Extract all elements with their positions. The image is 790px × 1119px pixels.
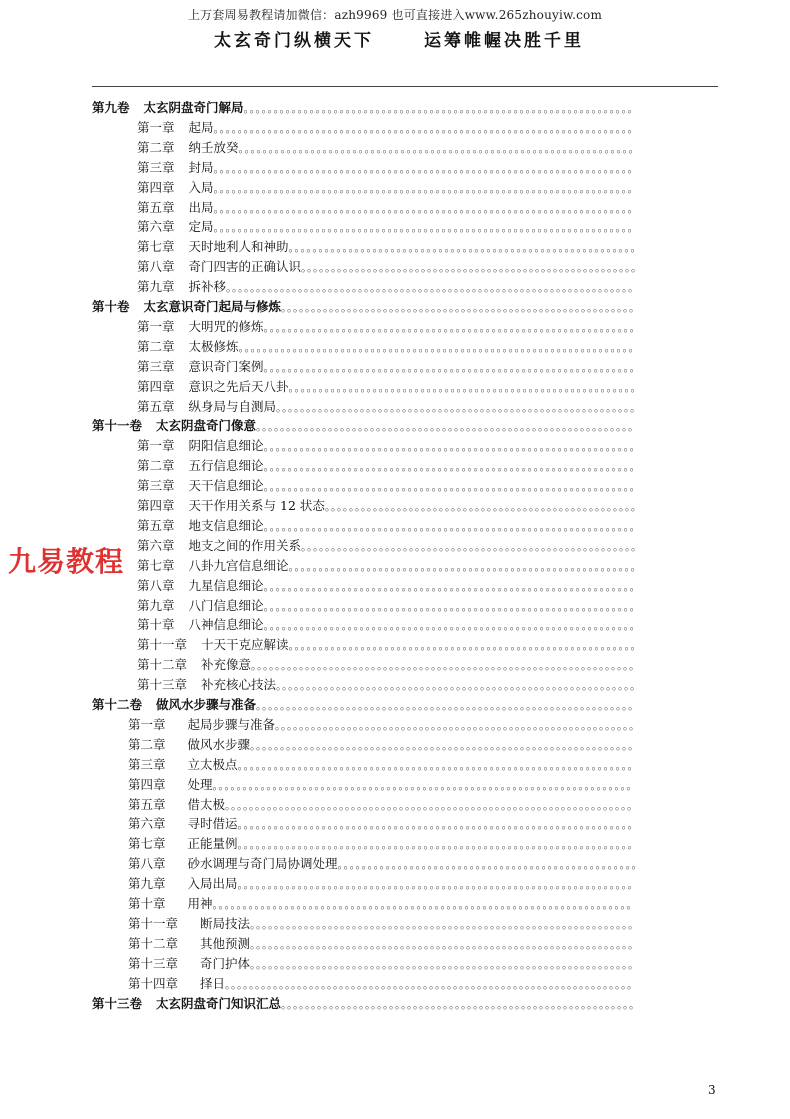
toc-title: 寻时借运 xyxy=(187,816,238,832)
toc-number: 第八章 xyxy=(137,577,175,593)
dot-leader: 。。。。。。。。。。。。。。。。。。。。。。。。。。。。。。。。。。。。。。。。。。。。。。。。。。。。。。。。。。。。。。 xyxy=(263,460,642,474)
toc-chapter xyxy=(137,118,639,138)
toc-title: 阴阳信息细论 xyxy=(188,438,264,454)
toc-volume xyxy=(92,416,640,436)
dot-leader: 。。。。。。。。。。。。。。。。。。。。。。。。。。。。。。。。。。。。。。。。。。。。。。。。。。。。。。。。。。。。。。。。。。。。 xyxy=(225,977,639,991)
dot-leader: 。。。。。。。。。。。。。。。。。。。。。。。。。。。。。。。。。。。。。。。。。。。。。。。。。。。。。。。。。。。。。。。。。 xyxy=(243,102,640,115)
toc-title: 处理 xyxy=(187,776,213,792)
toc-title: 正能量例 xyxy=(187,836,238,852)
toc-chapter xyxy=(137,337,640,357)
dot-leader: 。。。。。。。。。。。。。。。。。。。。。。。。。。。。。。。。。。。。。。。。。。。。。。。。。。。。。。。。。。。。。。 xyxy=(263,619,642,633)
toc-title: 八卦九宫信息细论 xyxy=(188,557,289,573)
dot-leader: 。。。。。。。。。。。。。。。。。。。。。。。。。。。。。。。。。。。。。。。。。。。。。。。。。。。。。。。。。。。。。。。。。。 xyxy=(237,758,640,772)
toc-number: 第九章 xyxy=(137,597,175,613)
dot-leader: 。。。。。。。。。。。。。。。。。。。。。。。。。。。。。。。。。。。。。。。。。。。。。。。。。。。。。。。。。。。。。。 xyxy=(263,599,642,613)
toc-chapter xyxy=(137,596,641,616)
motto-left: 太玄奇门纵横天下 xyxy=(214,31,374,51)
dot-leader: 。。。。。。。。。。。。。。。。。。。。。。。。。。。。。。。。。。。。。。。。。。。。。。。。。。。。。。。。。。。。。。。。 xyxy=(251,659,641,673)
toc-title: 太玄阴盘奇门像意 xyxy=(156,418,257,434)
toc-chapter xyxy=(128,795,639,815)
toc-number: 第四章 xyxy=(137,498,175,513)
toc-number: 第一章 xyxy=(137,438,175,454)
toc-chapter xyxy=(128,894,638,914)
toc-chapter xyxy=(137,516,641,536)
toc-number: 第一章 xyxy=(128,716,166,732)
dot-leader: 。。。。。。。。。。。。。。。。。。。。。。。。。。。。。。。。。。。。。。。。。。。。。。。。。。。。。。。。。。 xyxy=(288,241,643,255)
toc-number: 第二章 xyxy=(137,139,175,155)
toc-title: 起局 xyxy=(188,119,214,135)
toc-chapter xyxy=(137,536,643,556)
toc-chapter xyxy=(128,914,640,934)
toc-number: 第八章 xyxy=(128,856,166,872)
toc-chapter xyxy=(128,974,639,994)
dot-leader: 。。。。。。。。。。。。。。。。。。。。。。。。。。。。。。。。。。。。。。。。。。。。。。。。。。。。。。。。。。。。。。。 xyxy=(256,420,640,434)
toc-title: 地支信息细论 xyxy=(188,517,264,533)
toc-title: 地支之间的作用关系 xyxy=(188,537,302,553)
toc-number: 第十三卷 xyxy=(92,995,143,1011)
toc-title: 大明咒的修炼 xyxy=(188,318,264,334)
toc-title: 八神信息细论 xyxy=(188,617,264,633)
toc-number: 第七章 xyxy=(128,836,166,852)
toc-title: 八门信息细论 xyxy=(188,597,264,613)
toc-chapter xyxy=(137,556,642,576)
toc-number: 第十二卷 xyxy=(92,697,143,712)
toc-number: 第五章 xyxy=(137,398,175,414)
dot-leader: 。。。。。。。。。。。。。。。。。。。。。。。。。。。。。。。。。。。。。。。。。。。。。。。。。。。。。。。。。。。。。。。。。。。。。。 xyxy=(212,778,639,792)
dot-leader: 。。。。。。。。。。。。。。。。。。。。。。。。。。。。。。。。。。。。。。。。。。。。。。。。。。。。。。。。。。。。。。。。。。。。。。 xyxy=(213,121,640,135)
toc-chapter xyxy=(128,854,643,874)
toc-title: 借太极 xyxy=(187,796,226,812)
toc-title: 做风水步骤 xyxy=(187,736,251,752)
toc-chapter xyxy=(128,834,639,854)
header-note: 上万套周易教程请加微信：azh9969 也可直接进入www.265zhouyiw.com xyxy=(187,8,603,22)
toc-number: 第十章 xyxy=(137,617,175,633)
dot-leader: 。。。。。。。。。。。。。。。。。。。。。。。。。。。。。。。。。。。。。。。。。。。。。。。。。。。。。。。。。。。。。。。。。。 xyxy=(237,838,640,852)
toc-number: 第二章 xyxy=(128,736,166,752)
toc-chapter xyxy=(128,715,641,735)
toc-title: 出局 xyxy=(188,199,214,215)
toc-number: 第十二章 xyxy=(137,657,188,673)
toc-chapter xyxy=(137,476,641,496)
toc-chapter xyxy=(128,814,639,834)
toc-title: 入局 xyxy=(188,179,214,195)
toc-number: 第十一章 xyxy=(137,637,188,653)
toc-number: 第十一卷 xyxy=(92,418,143,434)
toc-number: 第四章 xyxy=(128,776,166,792)
dot-leader: 。。。。。。。。。。。。。。。。。。。。。。。。。。。。。。。。。。。。。。。。。。。。。。。。。。。。。。。。。。。。。。。。 xyxy=(250,738,640,752)
toc-title: 起局步骤与准备 xyxy=(187,716,276,732)
toc-chapter xyxy=(137,317,641,337)
toc-number: 第四章 xyxy=(137,179,175,195)
dot-leader: 。。。。。。。。。。。。。。。。。。。。。。。。。。。。。。。。。。。。。。。。。。。。。。。。。。。。。。。。。。。。。。。。。。。。。。 xyxy=(213,181,640,195)
toc-number: 第六章 xyxy=(137,219,175,235)
dot-leader: 。。。。。。。。。。。。。。。。。。。。。。。。。。。。。。。。。。。。。。。。。。。。。。。。。。。。。。。。。。。 xyxy=(281,997,641,1011)
dot-leader: 。。。。。。。。。。。。。。。。。。。。。。。。。。。。。。。。。。。。。。。。。。。。。。。。。。。。。。。。。。。。。。。。。。。。。。 xyxy=(213,201,640,215)
toc-chapter xyxy=(137,277,640,297)
toc-chapter xyxy=(137,377,642,397)
toc-chapter xyxy=(137,357,641,377)
toc-number: 第十三章 xyxy=(137,677,188,693)
toc-title: 意识奇门案例 xyxy=(188,358,264,374)
toc-volume xyxy=(92,994,641,1014)
toc-chapter xyxy=(137,675,642,695)
toc-chapter xyxy=(128,775,638,795)
toc-number: 第九章 xyxy=(137,279,175,295)
toc-number: 第七章 xyxy=(137,557,175,573)
dot-leader: 。。。。。。。。。。。。。。。。。。。。。。。。。。。。。。。。。。。。。。。。。。。。。。。。。。。。。。。。。。。。。。。。。。。。 xyxy=(226,281,640,295)
header-rule xyxy=(92,86,718,87)
toc-chapter xyxy=(137,615,641,635)
toc-title: 拆补移 xyxy=(188,279,227,295)
dot-leader: 。。。。。。。。。。。。。。。。。。。。。。。。。。。。。。。。。。。。。。。。。。。。。。。。。。。。。。。。。。。。 xyxy=(275,718,641,732)
toc-title: 纳壬放癸 xyxy=(188,139,239,155)
toc-number: 第十章 xyxy=(128,896,166,911)
dot-leader: 。。。。。。。。。。。。。。。。。。。。。。。。。。。。。。。。。。。。。。。。。。。。。。。。。。。。。。。。。。。。。。。。。。。。。。 xyxy=(213,221,640,235)
toc-title: 做风水步骤与准备 xyxy=(156,697,257,712)
toc-chapter xyxy=(128,735,640,755)
watermark: 九易教程 xyxy=(8,545,125,578)
toc-number: 第九卷 xyxy=(92,100,130,115)
page-number: 3 xyxy=(708,1083,716,1097)
toc-title: 纵身局与自测局 xyxy=(188,398,277,414)
dot-leader: 。。。。。。。。。。。。。。。。。。。。。。。。。。。。。。。。。。。。。。。。。。。。。。。。。。 xyxy=(337,858,644,872)
toc-chapter xyxy=(137,217,639,237)
toc-title: 天时地利人和神助 xyxy=(188,239,289,255)
toc-number: 第十卷 xyxy=(92,299,130,314)
toc-title: 立太极点 xyxy=(187,756,238,772)
toc-number: 第二章 xyxy=(137,458,175,474)
toc-chapter xyxy=(137,397,642,417)
toc-title: 补充核心技法 xyxy=(201,677,277,693)
toc-chapter xyxy=(128,954,640,974)
dot-leader: 。。。。。。。。。。。。。。。。。。。。。。。。。。。。。。。。。。。。。。。。。。。。。。。。。。。。。。。。。。。。。。。。。。。。。。 xyxy=(213,161,640,175)
toc-title: 断局技法 xyxy=(200,915,251,931)
dot-leader: 。。。。。。。。。。。。。。。。。。。。。。。。。。。。。。。。。。。。。。。。。。。。。。。。。。。。。。。。 xyxy=(301,539,643,553)
dot-leader: 。。。。。。。。。。。。。。。。。。。。。。。。。。。。。。。。。。。。。。。。。。。。。。。。。。。。。。。。。。。。。。。。。。。。。。 xyxy=(212,898,639,911)
toc-chapter xyxy=(137,635,642,655)
toc-chapter xyxy=(137,138,640,158)
toc-title: 入局出局 xyxy=(187,876,238,892)
toc-chapter xyxy=(137,257,643,277)
toc-title: 天干信息细论 xyxy=(188,478,264,494)
dot-leader: 。。。。。。。。。。。。。。。。。。。。。。。。。。。。。。。。。。。。。。。。。。。。。。。。。。。。。。。。。。。。。。。。。。 xyxy=(237,878,640,892)
dot-leader: 。。。。。。。。。。。。。。。。。。。。。。。。。。。。。。。。。。。。。。。。。。。。。。。。。。。。 xyxy=(324,500,643,513)
toc-chapter xyxy=(137,576,641,596)
toc-title: 其他预测 xyxy=(200,935,251,951)
toc-number: 第一章 xyxy=(137,318,175,334)
toc-number: 第五章 xyxy=(128,796,166,812)
toc-title: 奇门护体 xyxy=(200,955,251,971)
toc-volume xyxy=(92,297,641,317)
motto-right: 运筹帷幄决胜千里 xyxy=(424,31,584,51)
toc-chapter xyxy=(137,456,641,476)
toc-title: 天干作用关系与 12 状态 xyxy=(188,498,325,513)
toc-chapter xyxy=(128,755,639,775)
toc-title: 太极修炼 xyxy=(188,338,239,354)
dot-leader: 。。。。。。。。。。。。。。。。。。。。。。。。。。。。。。。。。。。。。。。。。。。。。。。。。。。。。。。。。。。。。。 xyxy=(263,320,642,334)
toc-number: 第九章 xyxy=(128,876,166,892)
toc-number: 第三章 xyxy=(128,756,166,772)
toc-title: 用神 xyxy=(187,896,213,911)
dot-leader: 。。。。。。。。。。。。。。。。。。。。。。。。。。。。。。。。。。。。。。。。。。。。。。。。。。。。。。。。。。。。。。 xyxy=(263,360,642,374)
toc-title: 补充像意 xyxy=(201,657,252,673)
toc-chapter xyxy=(137,436,641,456)
toc-number: 第三章 xyxy=(137,358,175,374)
toc-number: 第七章 xyxy=(137,239,175,255)
toc-volume xyxy=(92,695,640,715)
dot-leader: 。。。。。。。。。。。。。。。。。。。。。。。。。。。。。。。。。。。。。。。。。。。。。。。。。。。。。。。。。。。。 xyxy=(276,679,642,693)
dot-leader: 。。。。。。。。。。。。。。。。。。。。。。。。。。。。。。。。。。。。。。。。。。。。。。。。。。。。。。。。。。。。。。。。 xyxy=(250,957,640,971)
toc-title: 奇门四害的正确认识 xyxy=(188,259,302,275)
toc-title: 择日 xyxy=(200,975,226,991)
toc-title: 九星信息细论 xyxy=(188,577,264,593)
dot-leader: 。。。。。。。。。。。。。。。。。。。。。。。。。。。。。。。。。。。。。。。。。。。。。。。。。。。。。。。。。。 xyxy=(288,559,643,573)
toc-title: 封局 xyxy=(188,159,214,175)
toc-chapter xyxy=(137,158,639,178)
toc-number: 第三章 xyxy=(137,478,175,494)
toc-title: 太玄阴盘奇门知识汇总 xyxy=(156,995,282,1011)
dot-leader: 。。。。。。。。。。。。。。。。。。。。。。。。。。。。。。。。。。。。。。。。。。。。。。。。。。。。。。。。。。 xyxy=(288,639,643,653)
toc-title: 五行信息细论 xyxy=(188,458,264,474)
toc-number: 第八章 xyxy=(137,259,175,275)
toc-number: 第十三章 xyxy=(128,955,179,971)
toc-number: 第五章 xyxy=(137,199,175,215)
toc-title: 意识之先后天八卦 xyxy=(188,378,289,394)
dot-leader: 。。。。。。。。。。。。。。。。。。。。。。。。。。。。。。。。。。。。。。。。。。。。。。。。。。。。。。。。。。。。。。。。。。 xyxy=(238,141,641,155)
toc-chapter xyxy=(137,198,639,218)
toc-chapter xyxy=(137,496,642,516)
toc-number: 第十一章 xyxy=(128,915,179,931)
toc-title: 太玄阴盘奇门解局 xyxy=(143,100,244,115)
dot-leader: 。。。。。。。。。。。。。。。。。。。。。。。。。。。。。。。。。。。。。。。。。。。。。。。。。。。。。。。。。。。。。。 xyxy=(263,579,642,593)
dot-leader: 。。。。。。。。。。。。。。。。。。。。。。。。。。。。。。。。。。。。。。。。。。。。。。。。。。。。。。。。。。。 xyxy=(281,301,641,314)
toc-chapter xyxy=(137,237,642,257)
toc-chapter xyxy=(137,178,639,198)
dot-leader: 。。。。。。。。。。。。。。。。。。。。。。。。。。。。。。。。。。。。。。。。。。。。。。。。。。。。。。。。。。。。。。 xyxy=(263,519,642,533)
toc-number: 第十四章 xyxy=(128,975,179,991)
dot-leader: 。。。。。。。。。。。。。。。。。。。。。。。。。。。。。。。。。。。。。。。。。。。。。。。。。。。。。。。。。。。。。。。。 xyxy=(250,917,640,931)
toc-title: 砂水调理与奇门局协调处理 xyxy=(187,856,338,872)
dot-leader: 。。。。。。。。。。。。。。。。。。。。。。。。。。。。。。。。。。。。。。。。。。。。。。。。。。。。。。。。。。。。。。。。。。。。 xyxy=(225,798,639,812)
toc-number: 第二章 xyxy=(137,338,175,354)
dot-leader: 。。。。。。。。。。。。。。。。。。。。。。。。。。。。。。。。。。。。。。。。。。。。。。。。。。。。。。。。。。。。。。。。。。 xyxy=(237,818,640,832)
toc-number: 第六章 xyxy=(137,537,175,553)
toc-title: 十天干克应解读 xyxy=(201,637,289,653)
dot-leader: 。。。。。。。。。。。。。。。。。。。。。。。。。。。。。。。。。。。。。。。。。。。。。。。。。。。。。。。。。。。。。。。。。。 xyxy=(238,340,641,354)
dot-leader: 。。。。。。。。。。。。。。。。。。。。。。。。。。。。。。。。。。。。。。。。。。。。。。。。。。。。。。。。 xyxy=(301,261,643,275)
toc-number: 第一章 xyxy=(137,119,175,135)
dot-leader: 。。。。。。。。。。。。。。。。。。。。。。。。。。。。。。。。。。。。。。。。。。。。。。。。。。。。。。。。。。。。。。 xyxy=(263,440,642,454)
toc-number: 第三章 xyxy=(137,159,175,175)
toc-number: 第十二章 xyxy=(128,935,179,951)
toc-number: 第四章 xyxy=(137,378,175,394)
toc-title: 定局 xyxy=(188,219,214,235)
dot-leader: 。。。。。。。。。。。。。。。。。。。。。。。。。。。。。。。。。。。。。。。。。。。。。。。。。。。。。。。。。。。。 xyxy=(276,400,642,414)
dot-leader: 。。。。。。。。。。。。。。。。。。。。。。。。。。。。。。。。。。。。。。。。。。。。。。。。。。。。。。。。。。 xyxy=(288,380,643,394)
toc-number: 第六章 xyxy=(128,816,166,832)
toc-chapter xyxy=(137,655,641,675)
toc-chapter xyxy=(128,934,640,954)
toc-number: 第五章 xyxy=(137,517,175,533)
dot-leader: 。。。。。。。。。。。。。。。。。。。。。。。。。。。。。。。。。。。。。。。。。。。。。。。。。。。。。。。。。。。。。。 xyxy=(263,480,642,494)
dot-leader: 。。。。。。。。。。。。。。。。。。。。。。。。。。。。。。。。。。。。。。。。。。。。。。。。。。。。。。。。。。。。。。。。 xyxy=(250,937,640,951)
toc-title: 太玄意识奇门起局与修炼 xyxy=(143,299,282,314)
toc-chapter xyxy=(128,874,639,894)
toc-volume xyxy=(92,98,639,118)
dot-leader: 。。。。。。。。。。。。。。。。。。。。。。。。。。。。。。。。。。。。。。。。。。。。。。。。。。。。。。。。。。。。。。。 xyxy=(256,699,640,712)
